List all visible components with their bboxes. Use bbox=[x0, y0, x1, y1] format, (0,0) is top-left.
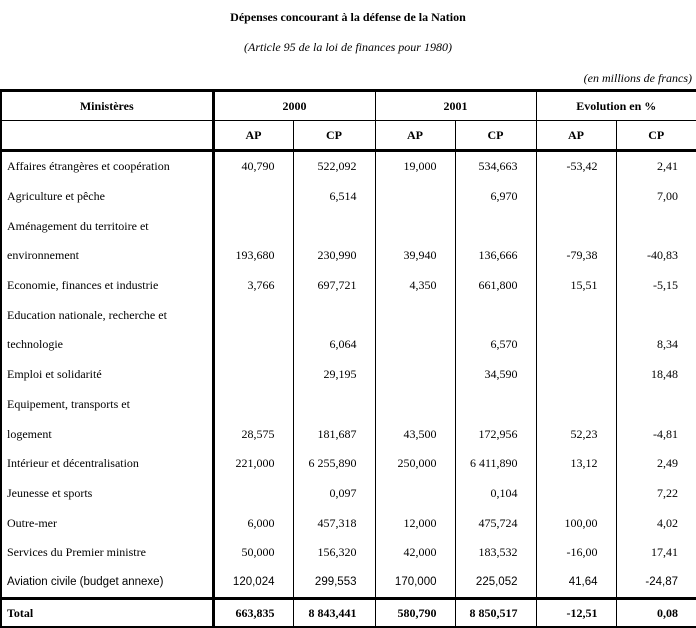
cell-evolution-ap bbox=[536, 211, 616, 241]
cell-ap-2000: 120,024 bbox=[213, 568, 293, 599]
cell-cp-2001: 172,956 bbox=[455, 419, 536, 449]
cell-evolution-ap: -53,42 bbox=[536, 151, 616, 182]
cell-ap-2001 bbox=[375, 300, 455, 330]
cell-evolution-cp bbox=[616, 300, 696, 330]
cell-ap-2001: 43,500 bbox=[375, 419, 455, 449]
cell-ap-2000 bbox=[213, 390, 293, 420]
cell-evolution-ap: 100,00 bbox=[536, 508, 616, 538]
cell-cp-2000 bbox=[293, 390, 375, 420]
cell-cp-2000 bbox=[293, 300, 375, 330]
cell-cp-2001: 6,570 bbox=[455, 330, 536, 360]
cell-cp-2000: 156,320 bbox=[293, 538, 375, 568]
cell-evolution-cp: -40,83 bbox=[616, 241, 696, 271]
cell-ap-2000: 3,766 bbox=[213, 271, 293, 301]
header-evo-cp: CP bbox=[616, 121, 696, 151]
cell-cp-2001 bbox=[455, 211, 536, 241]
table-body bbox=[1, 151, 696, 628]
cell-cp-2000: 697,721 bbox=[293, 271, 375, 301]
header-2001-ap: AP bbox=[375, 121, 455, 151]
ministry-name: Outre-mer bbox=[1, 508, 213, 538]
table-row bbox=[1, 538, 696, 568]
cell-ap-2000 bbox=[213, 300, 293, 330]
cell-ap-2000 bbox=[213, 360, 293, 390]
table-row bbox=[1, 479, 696, 509]
cell-evolution-cp: 2,41 bbox=[616, 151, 696, 182]
table-row bbox=[1, 151, 696, 182]
header-evolution: Evolution en % bbox=[536, 91, 696, 121]
cell-evolution-cp: -4,81 bbox=[616, 419, 696, 449]
cell-evolution-ap: 15,51 bbox=[536, 271, 616, 301]
cell-ap-2000: 6,000 bbox=[213, 508, 293, 538]
cell-cp-2001 bbox=[455, 390, 536, 420]
ministry-name: Intérieur et décentralisation bbox=[1, 449, 213, 479]
table-row bbox=[1, 241, 696, 271]
cell-cp-2000: 0,097 bbox=[293, 479, 375, 509]
ministry-name: Affaires étrangères et coopération bbox=[1, 151, 213, 182]
cell-evolution-ap: 52,23 bbox=[536, 419, 616, 449]
document-title: Dépenses concourant à la défense de la Nation bbox=[230, 10, 466, 24]
cell-ap-2000 bbox=[213, 182, 293, 212]
cell-evolution-cp: -24,87 bbox=[616, 568, 696, 599]
cell-ap-2000: 221,000 bbox=[213, 449, 293, 479]
cell-ap-2001 bbox=[375, 360, 455, 390]
cell-cp-2001: 534,663 bbox=[455, 151, 536, 182]
cell-evolution-cp: 8,34 bbox=[616, 330, 696, 360]
cell-cp-2000: 299,553 bbox=[293, 568, 375, 599]
table-row bbox=[1, 182, 696, 212]
cell-evolution-ap: -12,51 bbox=[536, 599, 616, 628]
header-empty bbox=[1, 121, 213, 151]
cell-cp-2001: 136,666 bbox=[455, 241, 536, 271]
header-year-2001: 2001 bbox=[375, 91, 536, 121]
cell-cp-2000: 8 843,441 bbox=[293, 599, 375, 628]
table-row bbox=[1, 300, 696, 330]
cell-cp-2000: 522,092 bbox=[293, 151, 375, 182]
cell-cp-2001: 0,104 bbox=[455, 479, 536, 509]
cell-ap-2001: 12,000 bbox=[375, 508, 455, 538]
cell-evolution-cp bbox=[616, 390, 696, 420]
header-ministeres: Ministères bbox=[1, 91, 213, 121]
table-row bbox=[1, 211, 696, 241]
table-row bbox=[1, 271, 696, 301]
cell-cp-2001: 225,052 bbox=[455, 568, 536, 599]
table-row bbox=[1, 508, 696, 538]
cell-ap-2000: 28,575 bbox=[213, 419, 293, 449]
cell-evolution-ap bbox=[536, 182, 616, 212]
cell-ap-2001 bbox=[375, 182, 455, 212]
document-subtitle: (Article 95 de la loi de finances pour 1980) bbox=[244, 40, 452, 54]
cell-cp-2000: 29,195 bbox=[293, 360, 375, 390]
cell-cp-2000: 230,990 bbox=[293, 241, 375, 271]
cell-ap-2000: 663,835 bbox=[213, 599, 293, 628]
cell-cp-2000: 6,514 bbox=[293, 182, 375, 212]
table-row bbox=[1, 360, 696, 390]
table-row bbox=[1, 390, 696, 420]
table-row bbox=[1, 419, 696, 449]
cell-cp-2001: 34,590 bbox=[455, 360, 536, 390]
header-2001-cp: CP bbox=[455, 121, 536, 151]
header-2000-cp: CP bbox=[293, 121, 375, 151]
cell-evolution-cp: 4,02 bbox=[616, 508, 696, 538]
cell-evolution-ap bbox=[536, 479, 616, 509]
cell-ap-2001 bbox=[375, 211, 455, 241]
cell-cp-2000: 6,064 bbox=[293, 330, 375, 360]
ministry-name: Aménagement du territoire et bbox=[1, 211, 213, 241]
header-year-2000: 2000 bbox=[213, 91, 375, 121]
ministry-name: Jeunesse et sports bbox=[1, 479, 213, 509]
ministry-name: Agriculture et pêche bbox=[1, 182, 213, 212]
ministry-name: Services du Premier ministre bbox=[1, 538, 213, 568]
cell-ap-2000: 50,000 bbox=[213, 538, 293, 568]
cell-ap-2001: 42,000 bbox=[375, 538, 455, 568]
cell-cp-2000: 6 255,890 bbox=[293, 449, 375, 479]
cell-evolution-cp bbox=[616, 211, 696, 241]
cell-evolution-cp: 2,49 bbox=[616, 449, 696, 479]
defense-spending-table bbox=[0, 89, 696, 628]
ministry-name: Education nationale, recherche et bbox=[1, 300, 213, 330]
cell-ap-2001: 39,940 bbox=[375, 241, 455, 271]
cell-evolution-cp: 17,41 bbox=[616, 538, 696, 568]
cell-evolution-cp: 18,48 bbox=[616, 360, 696, 390]
total-row bbox=[1, 599, 696, 628]
cell-ap-2001: 19,000 bbox=[375, 151, 455, 182]
ministry-name: Aviation civile (budget annexe) bbox=[1, 568, 213, 599]
cell-evolution-ap: -79,38 bbox=[536, 241, 616, 271]
header-2000-ap: AP bbox=[213, 121, 293, 151]
table-row bbox=[1, 449, 696, 479]
cell-ap-2000: 40,790 bbox=[213, 151, 293, 182]
header-row-years bbox=[1, 91, 696, 121]
cell-cp-2001: 661,800 bbox=[455, 271, 536, 301]
cell-cp-2001: 183,532 bbox=[455, 538, 536, 568]
cell-evolution-ap: -16,00 bbox=[536, 538, 616, 568]
cell-evolution-cp: 7,00 bbox=[616, 182, 696, 212]
ministry-name: Emploi et solidarité bbox=[1, 360, 213, 390]
cell-ap-2001: 170,000 bbox=[375, 568, 455, 599]
cell-evolution-cp: -5,15 bbox=[616, 271, 696, 301]
cell-cp-2001: 6,970 bbox=[455, 182, 536, 212]
ministry-name: environnement bbox=[1, 241, 213, 271]
ministry-name: technologie bbox=[1, 330, 213, 360]
cell-ap-2001 bbox=[375, 390, 455, 420]
cell-ap-2000: 193,680 bbox=[213, 241, 293, 271]
ministry-name: Equipement, transports et bbox=[1, 390, 213, 420]
cell-ap-2001: 4,350 bbox=[375, 271, 455, 301]
cell-evolution-ap: 41,64 bbox=[536, 568, 616, 599]
cell-ap-2001: 250,000 bbox=[375, 449, 455, 479]
header-row-sub bbox=[1, 121, 696, 151]
units-note: (en millions de francs) bbox=[583, 71, 692, 85]
cell-evolution-cp: 0,08 bbox=[616, 599, 696, 628]
table-row bbox=[1, 568, 696, 599]
cell-cp-2000 bbox=[293, 211, 375, 241]
cell-evolution-ap bbox=[536, 360, 616, 390]
cell-cp-2001: 6 411,890 bbox=[455, 449, 536, 479]
cell-cp-2000: 457,318 bbox=[293, 508, 375, 538]
table-row bbox=[1, 330, 696, 360]
cell-evolution-ap bbox=[536, 390, 616, 420]
cell-cp-2000: 181,687 bbox=[293, 419, 375, 449]
cell-ap-2001 bbox=[375, 330, 455, 360]
cell-ap-2001: 580,790 bbox=[375, 599, 455, 628]
cell-ap-2000 bbox=[213, 211, 293, 241]
ministry-name: logement bbox=[1, 419, 213, 449]
cell-cp-2001 bbox=[455, 300, 536, 330]
cell-ap-2001 bbox=[375, 479, 455, 509]
cell-evolution-ap: 13,12 bbox=[536, 449, 616, 479]
cell-ap-2000 bbox=[213, 330, 293, 360]
cell-evolution-cp: 7,22 bbox=[616, 479, 696, 509]
ministry-name: Economie, finances et industrie bbox=[1, 271, 213, 301]
cell-ap-2000 bbox=[213, 479, 293, 509]
cell-evolution-ap bbox=[536, 330, 616, 360]
total-label: Total bbox=[1, 599, 213, 628]
cell-evolution-ap bbox=[536, 300, 616, 330]
cell-cp-2001: 475,724 bbox=[455, 508, 536, 538]
cell-cp-2001: 8 850,517 bbox=[455, 599, 536, 628]
header-evo-ap: AP bbox=[536, 121, 616, 151]
